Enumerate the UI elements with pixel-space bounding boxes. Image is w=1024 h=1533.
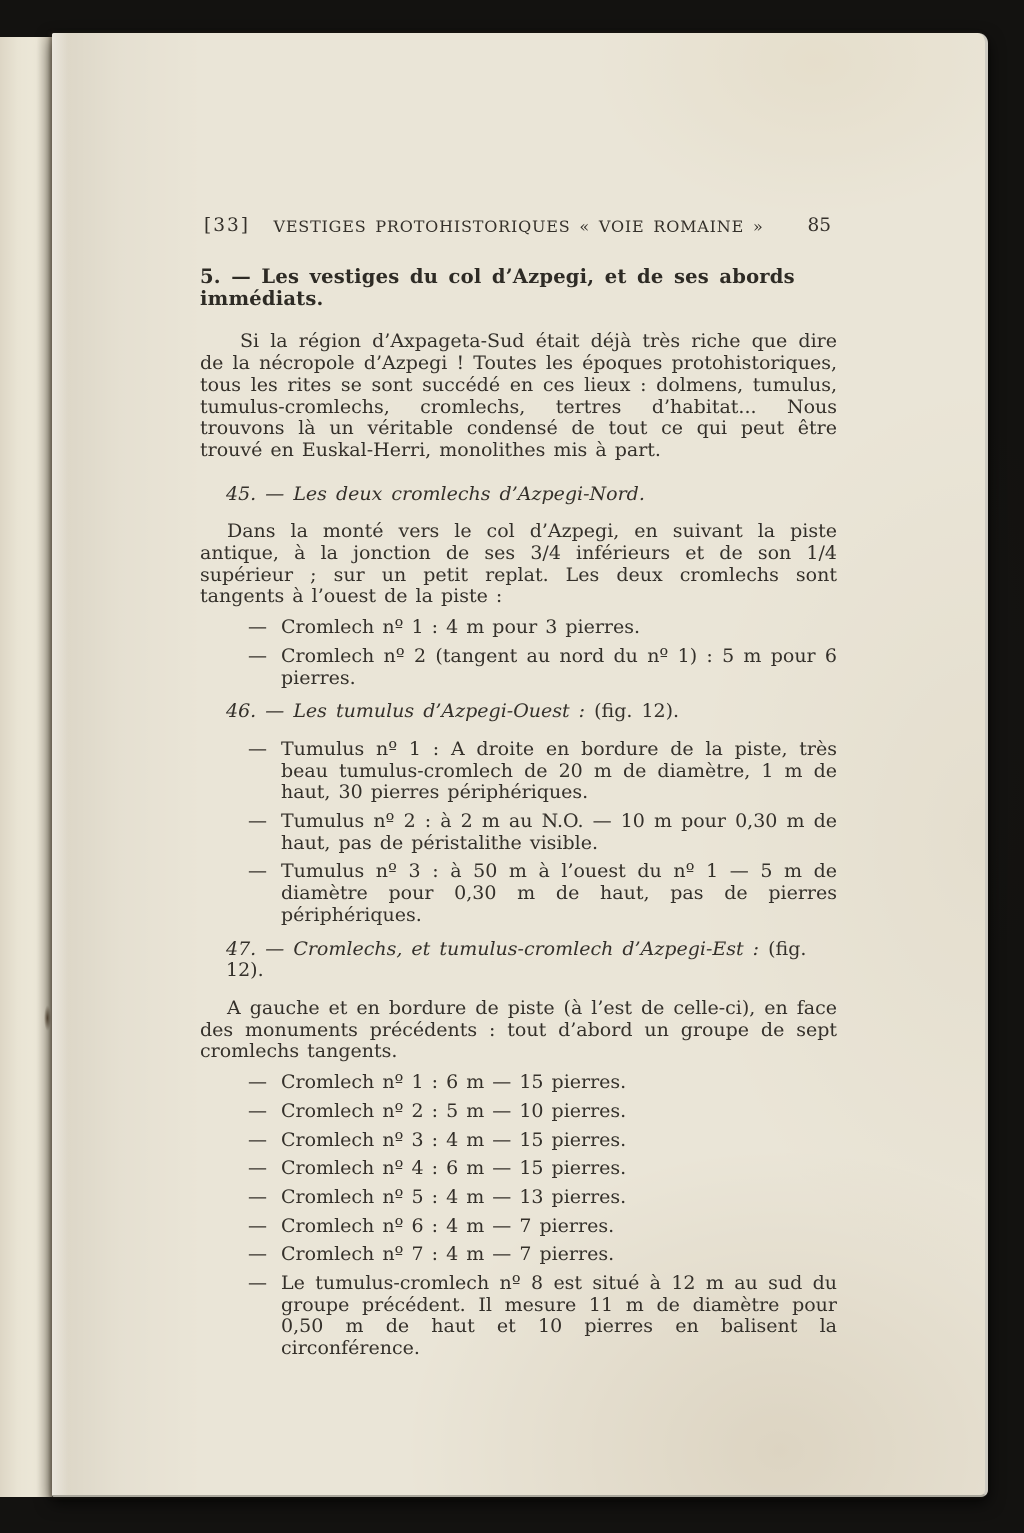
list-item-text: Cromlech nº 4 : 6 m — 15 pierres. [281, 1157, 627, 1180]
subsection-figure-note: (fig. 12). [594, 700, 680, 723]
list-item [248, 1101, 837, 1123]
list-item-dash: — [248, 1128, 267, 1151]
list-item-text: Cromlech nº 5 : 4 m — 13 pierres. [281, 1185, 627, 1208]
list-item-dash: — [248, 644, 267, 667]
list-item-text: Cromlech nº 2 : 5 m — 10 pierres. [281, 1099, 627, 1122]
list-item-dash: — [248, 860, 267, 883]
monument-list [200, 739, 837, 927]
list-item-dash: — [248, 1185, 267, 1208]
list-item-dash: — [248, 1099, 267, 1122]
list-item-text: Cromlech nº 1 : 6 m — 15 pierres. [281, 1071, 627, 1094]
subsection-title: Cromlechs, et tumulus-cromlech d’Azpegi-Est : [293, 937, 760, 960]
monument-list [200, 617, 837, 689]
list-item [248, 646, 837, 689]
subsection-heading [226, 939, 837, 982]
subsection-title: Les tumulus d’Azpegi-Ouest : [293, 700, 586, 723]
list-item-text: Cromlech nº 3 : 4 m — 15 pierres. [281, 1128, 627, 1151]
list-item [248, 811, 837, 854]
article-bracket-number: [33] [204, 215, 250, 236]
list-item-text: Tumulus nº 3 : à 50 m à l’ouest du nº 1 — 5 m de diamètre pour 0,30 m de haut, pas de pierres périphériques. [281, 860, 837, 926]
list-item-text: Cromlech nº 1 : 4 m pour 3 pierres. [281, 616, 641, 639]
list-item-text: Tumulus nº 2 : à 2 m au N.O. — 10 m pour 0,30 m de haut, pas de péristalithe visible. [281, 810, 837, 854]
list-item [248, 1130, 837, 1152]
list-item-dash: — [248, 1243, 267, 1266]
subsection-title: Les deux cromlechs d’Azpegi-Nord. [293, 482, 645, 505]
page-number: 85 [807, 215, 831, 236]
book-page-stack-edge [0, 37, 52, 1497]
list-item [248, 617, 837, 639]
list-item [248, 739, 837, 804]
monument-list [200, 1072, 837, 1360]
subsection-heading [226, 701, 837, 723]
list-item-dash: — [248, 810, 267, 833]
list-item-text: Tumulus nº 1 : A droite en bordure de la piste, très beau tumulus-cromlech de 20 m de diamètre, 1 m de haut, 30 pierres périphériques. [281, 737, 837, 804]
list-item [248, 1244, 837, 1266]
list-item-dash: — [248, 1214, 267, 1237]
list-item-dash: — [248, 737, 267, 760]
list-item-text: Cromlech nº 6 : 4 m — 7 pierres. [281, 1214, 615, 1237]
list-item-dash: — [248, 616, 267, 639]
paper-flaw-speck [44, 1005, 51, 1031]
subsection-45 [200, 484, 837, 690]
list-item [248, 1158, 837, 1180]
running-header [200, 214, 837, 238]
list-item [248, 1187, 837, 1209]
list-item [248, 1072, 837, 1094]
running-title: VESTIGES PROTOHISTORIQUES « VOIE ROMAINE » [273, 217, 764, 236]
subsection-47 [200, 939, 837, 1360]
subsection-number: 45. — [226, 482, 285, 505]
list-item-dash: — [248, 1157, 267, 1180]
list-item-text: Cromlech nº 2 (tangent au nord du nº 1) : 5 m pour 6 pierres. [281, 644, 837, 689]
subsection-46 [200, 701, 837, 926]
list-item [248, 1216, 837, 1238]
list-item-text: Cromlech nº 7 : 4 m — 7 pierres. [281, 1243, 615, 1266]
subsection-paragraph: Dans la monté vers le col d’Azpegi, en suivant la piste antique, à la jonction de ses 3/4 inférieurs et de son 1/4 supérieur ; sur un petit replat. Les deux cromlechs sont tangents à l’ouest de la piste : [200, 520, 837, 608]
book-page [52, 33, 988, 1497]
subsection-figure-note: (fig. 12). [226, 937, 807, 982]
subsection-heading [226, 484, 837, 506]
intro-paragraph: Si la région d’Axpageta-Sud était déjà très riche que dire de la nécropole d’Azpegi ! Toutes les époques protohistoriques, tous les rites se sont succédé en ces lieux : dolmens, tumulus, tumulus-cromlechs, cromlechs, tertres d’habitat... Nous trouvons là un véritable condensé de tout ce qui peut être trouvé en Euskal-Herri, monolithes mis à part. [200, 330, 837, 461]
list-item [248, 861, 837, 926]
subsection-paragraph: A gauche et en bordure de piste (à l’est de celle-ci), en face des monuments précédents : tout d’abord un groupe de sept cromlechs tangents. [200, 996, 837, 1063]
list-item [248, 1273, 837, 1360]
subsection-number: 47. — [226, 937, 285, 960]
page-content [52, 33, 985, 1372]
list-item-dash: — [248, 1071, 267, 1094]
list-item-dash: — [248, 1272, 267, 1295]
section-heading: 5. — Les vestiges du col d’Azpegi, et de ses abords immédiats. [200, 265, 795, 310]
subsection-number: 46. — [226, 700, 285, 723]
list-item-text: Le tumulus-cromlech nº 8 est situé à 12 m au sud du groupe précédent. Il mesure 11 m de diamètre pour 0,50 m de haut et 10 pierres en balisent la circonférence. [281, 1272, 837, 1360]
